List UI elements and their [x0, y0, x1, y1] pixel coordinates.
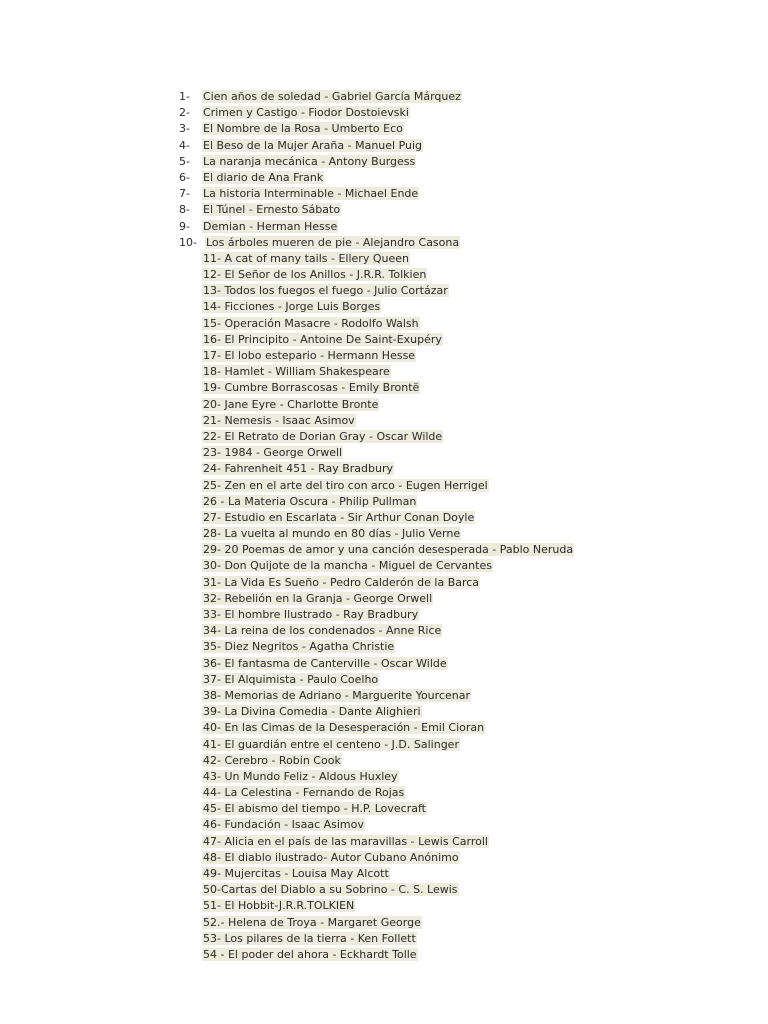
list-item — [0, 720, 768, 736]
book-title: 27- Estudio en Escarlata - Sir Arthur Conan Doyle — [203, 510, 475, 524]
list-item — [0, 413, 768, 429]
list-number: 1- — [179, 90, 190, 103]
list-item — [0, 591, 768, 607]
list-item — [0, 121, 768, 137]
list-item — [0, 478, 768, 494]
list-item — [0, 639, 768, 655]
list-item — [0, 202, 768, 218]
list-item — [0, 882, 768, 898]
book-title: 54 - El poder del ahora - Eckhardt Tolle — [203, 947, 417, 961]
book-title: El Nombre de la Rosa - Umberto Eco — [203, 122, 403, 136]
book-title: Los árboles mueren de pie - Alejandro Casona — [206, 235, 460, 249]
list-item — [0, 737, 768, 753]
list-item — [0, 267, 768, 283]
list-item — [0, 332, 768, 348]
list-item — [0, 429, 768, 445]
list-number: 5- — [179, 154, 190, 168]
book-title: 45- El abismo del tiempo - H.P. Lovecraft — [203, 802, 426, 816]
book-title: 14- Ficciones - Jorge Luis Borges — [203, 300, 381, 314]
list-item — [0, 235, 768, 251]
book-title: 21- Nemesis - Isaac Asimov — [203, 413, 355, 427]
book-title: 51- El Hobbit-J.R.R.TOLKIEN — [203, 899, 355, 913]
book-title: Demian - Herman Hesse — [203, 219, 338, 233]
book-title: 34- La reina de los condenados - Anne Rice — [203, 624, 442, 638]
book-title: 11- A cat of many tails - Ellery Queen — [203, 251, 409, 265]
list-item — [0, 575, 768, 591]
list-item — [0, 219, 768, 235]
book-title: 48- El diablo ilustrado- Autor Cubano Anónimo — [203, 850, 459, 864]
list-item — [0, 170, 768, 186]
list-item — [0, 817, 768, 833]
book-title: 23- 1984 - George Orwell — [203, 446, 343, 460]
list-item — [0, 558, 768, 574]
book-title: 53- Los pilares de la tierra - Ken Follett — [203, 931, 416, 945]
list-item — [0, 769, 768, 785]
list-item — [0, 898, 768, 914]
book-title: 43- Un Mundo Feliz - Aldous Huxley — [203, 769, 398, 783]
list-item — [0, 915, 768, 931]
list-item — [0, 154, 768, 170]
book-title: 26 - La Materia Oscura - Philip Pullman — [203, 494, 417, 508]
list-item — [0, 186, 768, 202]
list-number: 7- — [179, 187, 190, 201]
list-number: 10- — [179, 235, 197, 249]
book-title: 37- El Alquimista - Paulo Coelho — [203, 672, 379, 686]
book-title: 20- Jane Eyre - Charlotte Bronte — [203, 397, 379, 411]
book-list-document — [0, 89, 768, 963]
book-title: El diario de Ana Frank — [203, 170, 324, 184]
book-title: 16- El Principito - Antoine De Saint-Exupéry — [203, 332, 442, 346]
list-item — [0, 89, 768, 105]
book-title: 25- Zen en el arte del tiro con arco - Eugen Herrigel — [203, 478, 488, 492]
list-item — [0, 931, 768, 947]
book-title: 40- En las Cimas de la Desesperación - Emil Cioran — [203, 721, 485, 735]
book-title: 15- Operación Masacre - Rodolfo Walsh — [203, 316, 419, 330]
list-item — [0, 283, 768, 299]
book-title: 33- El hombre Ilustrado - Ray Bradbury — [203, 608, 419, 621]
book-title: 17- El lobo estepario - Hermann Hesse — [203, 349, 416, 362]
book-title: 12- El Señor de los Anillos - J.R.R. Tolkien — [203, 268, 427, 282]
book-title: 39- La Divina Comedia - Dante Alighieri — [203, 705, 421, 719]
list-item — [0, 542, 768, 558]
list-item — [0, 138, 768, 154]
list-item — [0, 494, 768, 510]
book-title: 36- El fantasma de Canterville - Oscar Wilde — [203, 656, 447, 670]
list-item — [0, 510, 768, 526]
book-title: La naranja mecánica - Antony Burgess — [203, 154, 416, 168]
list-number: 2- — [179, 106, 190, 120]
book-title: 50-Cartas del Diablo a su Sobrino - C. S. Lewis — [203, 883, 458, 897]
list-item — [0, 251, 768, 267]
list-item — [0, 607, 768, 623]
list-item — [0, 850, 768, 866]
list-item — [0, 623, 768, 639]
list-item — [0, 397, 768, 413]
book-title: 35- Diez Negritos - Agatha Christie — [203, 640, 395, 654]
list-item — [0, 348, 768, 364]
book-title: 29- 20 Poemas de amor y una canción desesperada - Pablo Neruda — [203, 543, 574, 557]
list-item — [0, 704, 768, 720]
list-item — [0, 688, 768, 704]
book-title: 28- La vuelta al mundo en 80 días - Julio Verne — [203, 527, 461, 541]
book-title: 18- Hamlet - William Shakespeare — [203, 365, 390, 379]
list-number: 3- — [179, 122, 190, 136]
list-item — [0, 316, 768, 332]
book-title: 31- La Vida Es Sueño - Pedro Calderón de la Barca — [203, 575, 480, 589]
list-number: 6- — [179, 170, 190, 184]
book-title: 49- Mujercitas - Louisa May Alcott — [203, 867, 389, 880]
book-title: Crimen y Castigo - Fiodor Dostoievski — [203, 106, 409, 120]
list-item — [0, 380, 768, 396]
list-item — [0, 866, 768, 882]
book-title: 38- Memorias de Adriano - Marguerite Yourcenar — [203, 688, 470, 702]
list-item — [0, 526, 768, 542]
book-title: 32- Rebelión en la Granja - George Orwell — [203, 591, 433, 605]
book-title: Cien años de soledad - Gabriel García Márquez — [203, 90, 461, 103]
list-item — [0, 801, 768, 817]
book-title: 41- El guardián entre el centeno - J.D. Salinger — [203, 737, 459, 751]
book-title: 44- La Celestina - Fernando de Rojas — [203, 786, 405, 800]
book-title: 42- Cerebro - Robin Cook — [203, 753, 341, 767]
list-item — [0, 445, 768, 461]
book-title: 47- Alicia en el país de las maravillas - Lewis Carroll — [203, 834, 488, 848]
list-item — [0, 364, 768, 380]
list-item — [0, 299, 768, 315]
book-title: 22- El Retrato de Dorian Gray - Oscar Wilde — [203, 429, 443, 443]
list-item — [0, 753, 768, 769]
list-number: 4- — [179, 138, 190, 152]
book-title: 46- Fundación - Isaac Asimov — [203, 818, 364, 832]
list-item — [0, 105, 768, 121]
book-title: 52.- Helena de Troya - Margaret George — [203, 915, 421, 929]
book-title: 19- Cumbre Borrascosas - Emily Brontë — [203, 381, 420, 395]
book-title: 24- Fahrenheit 451 - Ray Bradbury — [203, 462, 394, 476]
list-item — [0, 656, 768, 672]
book-title: La historia Interminable - Michael Ende — [203, 187, 419, 201]
book-title: El Túnel - Ernesto Sábato — [203, 203, 341, 217]
list-number: 8- — [179, 203, 190, 217]
book-title: El Beso de la Mujer Araña - Manuel Puig — [203, 138, 423, 152]
book-title: 30- Don Quijote de la mancha - Miguel de Cervantes — [203, 559, 492, 573]
list-item — [0, 672, 768, 688]
list-item — [0, 947, 768, 963]
book-title: 13- Todos los fuegos el fuego - Julio Cortázar — [203, 284, 448, 298]
list-item — [0, 785, 768, 801]
list-number: 9- — [179, 219, 190, 233]
list-item — [0, 461, 768, 477]
list-item — [0, 834, 768, 850]
